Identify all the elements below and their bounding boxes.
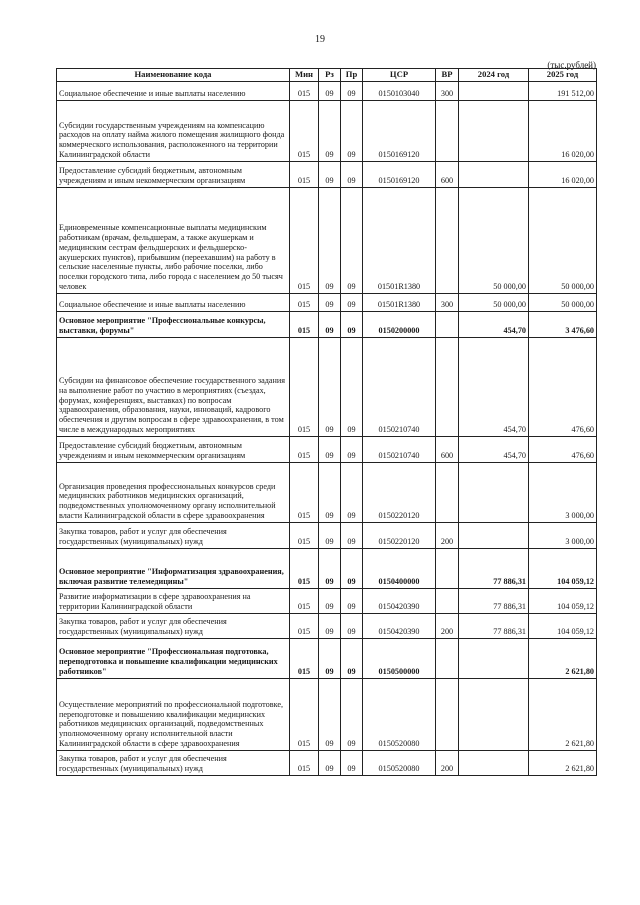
row-csr-cell: 0150220120 (363, 463, 436, 523)
row-name-cell: Социальное обеспечение и иные выплаты населению (57, 82, 290, 101)
row-name-cell: Предоставление субсидий бюджетным, автономным учреждениям и иным некоммерческим организациям (57, 437, 290, 463)
row-name-cell: Развитие информатизации в сфере здравоохранения на территории Калининградской области (57, 589, 290, 614)
row-name-cell: Предоставление субсидий бюджетным, автономным учреждениям и иным некоммерческим организациям (57, 162, 290, 188)
table-body (57, 82, 597, 776)
row-2025-cell: 16 020,00 (529, 162, 597, 188)
row-2024-cell: 77 886,31 (459, 614, 529, 639)
row-pr-cell: 09 (341, 82, 363, 101)
row-2024-cell: 454,70 (459, 437, 529, 463)
table-row (57, 463, 597, 523)
row-vr-cell (436, 679, 459, 751)
row-2025-cell: 3 476,60 (529, 312, 597, 338)
row-min-cell: 015 (290, 614, 319, 639)
row-pr-cell: 09 (341, 338, 363, 437)
row-2025-cell: 476,60 (529, 437, 597, 463)
row-name-cell: Закупка товаров, работ и услуг для обеспечения государственных (муниципальных) нужд (57, 614, 290, 639)
row-vr-cell (436, 188, 459, 294)
row-vr-cell: 200 (436, 751, 459, 776)
row-pr-cell: 09 (341, 679, 363, 751)
row-2024-cell: 454,70 (459, 312, 529, 338)
row-vr-cell (436, 463, 459, 523)
row-2025-cell: 104 059,12 (529, 589, 597, 614)
table-row (57, 312, 597, 338)
row-pr-cell: 09 (341, 463, 363, 523)
row-csr-cell: 01501R1380 (363, 294, 436, 312)
row-vr-cell: 200 (436, 523, 459, 549)
column-header-csr: ЦСР (363, 69, 436, 82)
table-header-row (57, 69, 597, 82)
table-row (57, 338, 597, 437)
row-csr-cell: 0150169120 (363, 101, 436, 162)
row-2024-cell (459, 523, 529, 549)
row-rz-cell: 09 (319, 463, 341, 523)
row-vr-cell: 300 (436, 294, 459, 312)
row-2024-cell (459, 82, 529, 101)
table-row (57, 162, 597, 188)
row-min-cell: 015 (290, 463, 319, 523)
row-csr-cell: 0150420390 (363, 589, 436, 614)
row-2025-cell: 476,60 (529, 338, 597, 437)
row-vr-cell: 200 (436, 614, 459, 639)
row-pr-cell: 09 (341, 549, 363, 589)
row-name-cell: Основное мероприятие "Профессиональные конкурсы, выставки, форумы" (57, 312, 290, 338)
row-csr-cell: 01501R1380 (363, 188, 436, 294)
row-min-cell: 015 (290, 312, 319, 338)
row-vr-cell: 600 (436, 162, 459, 188)
row-vr-cell: 300 (436, 82, 459, 101)
row-vr-cell (436, 549, 459, 589)
row-rz-cell: 09 (319, 437, 341, 463)
budget-table (56, 68, 597, 776)
row-vr-cell (436, 312, 459, 338)
row-min-cell: 015 (290, 679, 319, 751)
row-rz-cell: 09 (319, 679, 341, 751)
row-vr-cell (436, 639, 459, 679)
row-2024-cell: 77 886,31 (459, 589, 529, 614)
row-2025-cell: 3 000,00 (529, 463, 597, 523)
row-2025-cell: 191 512,00 (529, 82, 597, 101)
table-row (57, 101, 597, 162)
row-2024-cell (459, 751, 529, 776)
row-rz-cell: 09 (319, 101, 341, 162)
row-csr-cell: 0150210740 (363, 338, 436, 437)
row-2024-cell: 50 000,00 (459, 188, 529, 294)
row-csr-cell: 0150210740 (363, 437, 436, 463)
row-csr-cell: 0150520080 (363, 751, 436, 776)
row-rz-cell: 09 (319, 162, 341, 188)
row-2024-cell (459, 679, 529, 751)
row-csr-cell: 0150200000 (363, 312, 436, 338)
row-name-cell: Субсидии на финансовое обеспечение государственного задания на выполнение работ по участию в мероприятиях (съездах, форумах, конференциях, выставках) по вопросам здравоохранения, образования, науки, инноваций, кадрового обеспечения и другим вопросам в сфере здравоохранения, в том числе в международных мероприятиях (57, 338, 290, 437)
row-rz-cell: 09 (319, 82, 341, 101)
row-pr-cell: 09 (341, 294, 363, 312)
row-vr-cell (436, 338, 459, 437)
row-rz-cell: 09 (319, 312, 341, 338)
row-2024-cell: 77 886,31 (459, 549, 529, 589)
row-min-cell: 015 (290, 82, 319, 101)
column-header-2024: 2024 год (459, 69, 529, 82)
row-pr-cell: 09 (341, 437, 363, 463)
row-rz-cell: 09 (319, 751, 341, 776)
table-row (57, 679, 597, 751)
row-min-cell: 015 (290, 338, 319, 437)
table-row (57, 523, 597, 549)
row-pr-cell: 09 (341, 312, 363, 338)
row-csr-cell: 0150500000 (363, 639, 436, 679)
row-min-cell: 015 (290, 751, 319, 776)
row-min-cell: 015 (290, 188, 319, 294)
row-2024-cell (459, 101, 529, 162)
row-2025-cell: 104 059,12 (529, 614, 597, 639)
units-label: (тыс.рублей) (547, 60, 596, 70)
row-2024-cell: 50 000,00 (459, 294, 529, 312)
page-number: 19 (315, 34, 325, 45)
row-rz-cell: 09 (319, 639, 341, 679)
row-2025-cell: 2 621,80 (529, 679, 597, 751)
row-min-cell: 015 (290, 437, 319, 463)
column-header-min: Мин (290, 69, 319, 82)
row-name-cell: Основное мероприятие "Информатизация здравоохранения, включая развитие телемедицины" (57, 549, 290, 589)
row-name-cell: Закупка товаров, работ и услуг для обеспечения государственных (муниципальных) нужд (57, 751, 290, 776)
row-name-cell: Закупка товаров, работ и услуг для обеспечения государственных (муниципальных) нужд (57, 523, 290, 549)
row-rz-cell: 09 (319, 188, 341, 294)
row-2025-cell: 3 000,00 (529, 523, 597, 549)
row-csr-cell: 0150520080 (363, 679, 436, 751)
row-pr-cell: 09 (341, 751, 363, 776)
column-header-pr: Пр (341, 69, 363, 82)
table-row (57, 437, 597, 463)
row-name-cell: Осуществление мероприятий по профессиональной подготовке, переподготовке и повышению квалификации медицинских работников медицинских организаций, подведомственных уполномоченному органу исполнительной власти Калининградской области в сфере здравоохранения (57, 679, 290, 751)
column-header-vr: ВР (436, 69, 459, 82)
row-name-cell: Основное мероприятие "Профессиональная подготовка, переподготовка и повышение квалификации медицинских работников" (57, 639, 290, 679)
table-row (57, 549, 597, 589)
row-2025-cell: 50 000,00 (529, 188, 597, 294)
table-row (57, 614, 597, 639)
row-rz-cell: 09 (319, 338, 341, 437)
row-min-cell: 015 (290, 549, 319, 589)
row-csr-cell: 0150103040 (363, 82, 436, 101)
table-row (57, 751, 597, 776)
row-rz-cell: 09 (319, 294, 341, 312)
row-pr-cell: 09 (341, 614, 363, 639)
row-pr-cell: 09 (341, 188, 363, 294)
row-name-cell: Организация проведения профессиональных конкурсов среди медицинских работников медицинских организаций, подведомственных уполномоченному органу исполнительной власти Калининградской области в сфере здравоохранения (57, 463, 290, 523)
table-row (57, 294, 597, 312)
row-name-cell: Социальное обеспечение и иные выплаты населению (57, 294, 290, 312)
row-pr-cell: 09 (341, 101, 363, 162)
row-min-cell: 015 (290, 101, 319, 162)
row-vr-cell (436, 589, 459, 614)
row-2025-cell: 50 000,00 (529, 294, 597, 312)
row-name-cell: Единовременные компенсационные выплаты медицинским работникам (врачам, фельдшерам, а также акушеркам и медицинским сестрам фельдшерских и фельдшерско-акушерских пунктов), прибывшим (переехавшим) на работу в сельские населенные пункты, либо рабочие поселки, либо поселки городского типа, либо города с населением до 50 тысяч человек (57, 188, 290, 294)
row-pr-cell: 09 (341, 639, 363, 679)
row-pr-cell: 09 (341, 589, 363, 614)
row-2025-cell: 2 621,80 (529, 751, 597, 776)
table-row (57, 188, 597, 294)
row-2024-cell (459, 463, 529, 523)
column-header-name: Наименование кода (57, 69, 290, 82)
row-2025-cell: 2 621,80 (529, 639, 597, 679)
row-2025-cell: 104 059,12 (529, 549, 597, 589)
row-min-cell: 015 (290, 523, 319, 549)
row-2024-cell (459, 639, 529, 679)
row-pr-cell: 09 (341, 523, 363, 549)
row-rz-cell: 09 (319, 589, 341, 614)
row-rz-cell: 09 (319, 549, 341, 589)
row-rz-cell: 09 (319, 614, 341, 639)
column-header-2025: 2025 год (529, 69, 597, 82)
table-row (57, 82, 597, 101)
row-min-cell: 015 (290, 589, 319, 614)
row-min-cell: 015 (290, 639, 319, 679)
table-row (57, 589, 597, 614)
row-vr-cell: 600 (436, 437, 459, 463)
row-csr-cell: 0150400000 (363, 549, 436, 589)
row-csr-cell: 0150420390 (363, 614, 436, 639)
row-min-cell: 015 (290, 294, 319, 312)
row-min-cell: 015 (290, 162, 319, 188)
row-csr-cell: 0150169120 (363, 162, 436, 188)
row-pr-cell: 09 (341, 162, 363, 188)
row-name-cell: Субсидии государственным учреждениям на компенсацию расходов на оплату найма жилого помещения жилищного фонда коммерческого использования, расположенного на территории Калининградской области (57, 101, 290, 162)
row-2025-cell: 16 020,00 (529, 101, 597, 162)
row-csr-cell: 0150220120 (363, 523, 436, 549)
row-2024-cell: 454,70 (459, 338, 529, 437)
row-2024-cell (459, 162, 529, 188)
table-row (57, 639, 597, 679)
row-rz-cell: 09 (319, 523, 341, 549)
row-vr-cell (436, 101, 459, 162)
column-header-rz: Рз (319, 69, 341, 82)
